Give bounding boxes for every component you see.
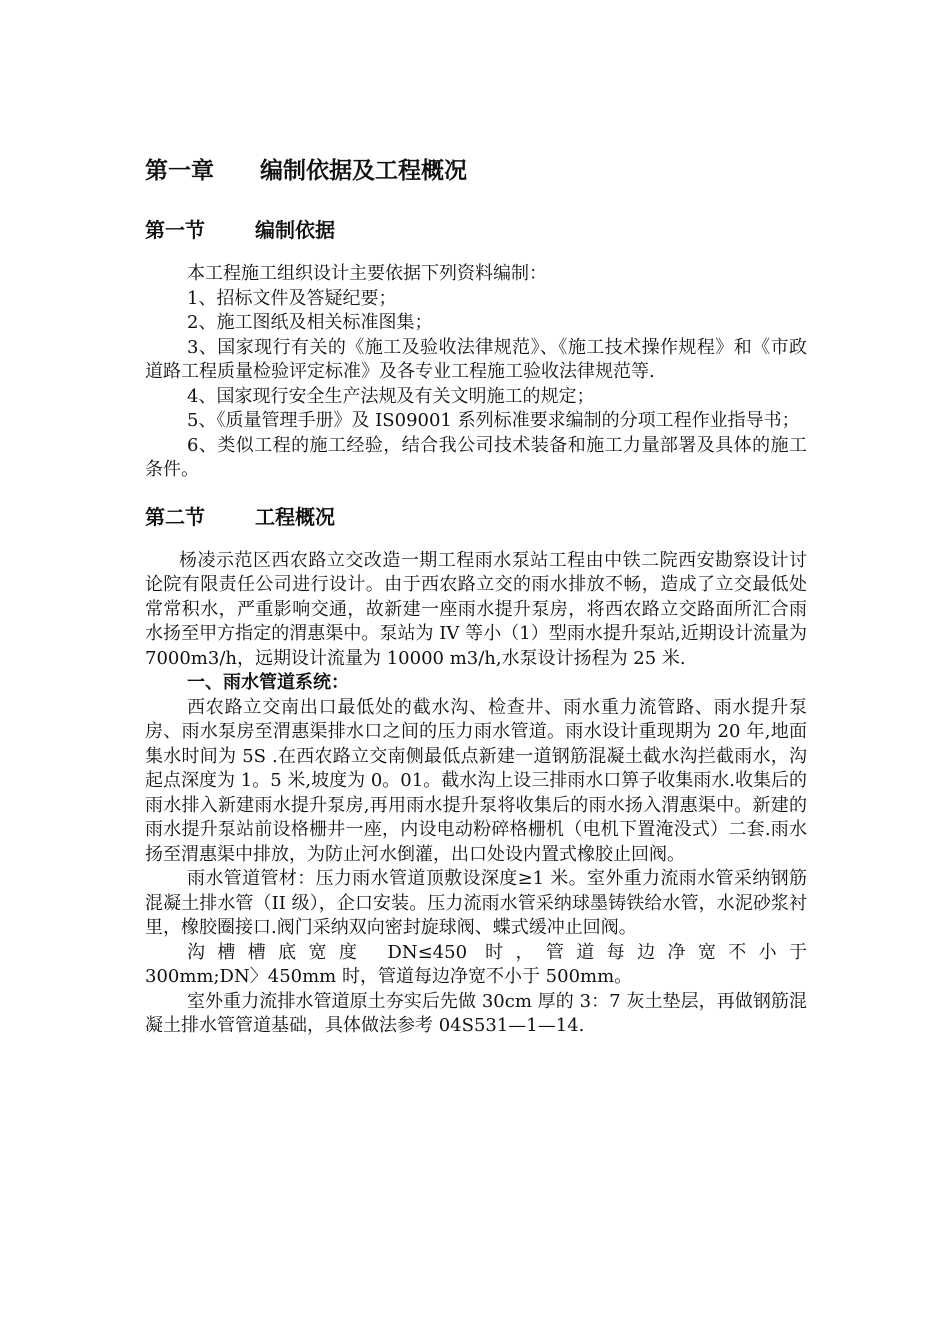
section-1-body	[145, 262, 807, 483]
subheading-drainage-system: 一、雨水管道系统：	[187, 672, 349, 693]
section-2-body	[145, 549, 807, 1039]
foundation-paragraph: 室外重力流排水管道原土夯实后先做 30cm 厚的 3：7 灰土垫层，再做钢筋混凝土排水管管道基础，具体做法参考 04S531—1—14.	[145, 990, 807, 1036]
basis-item: 5、《质量管理手册》及 IS09001 系列标准要求编制的分项工程作业指导书；	[187, 410, 800, 431]
overview-paragraph: 杨凌示范区西农路立交改造一期工程雨水泵站工程由中铁二院西安勘察设计讨论院有限责任公司进行设计。由于西农路立交的雨水排放不畅，造成了立交最低处常常积水，严重影响交通，故新建一座雨水提升泵房，将西农路立交路面所汇合雨水扬至甲方指定的渭惠渠中。泵站为 IV 等小（1）型雨水提升泵站,近期设计流量为 7000m3/h，远期设计流量为 10000 m3/h,水泵设计扬程为 25 米.	[145, 549, 807, 669]
trench-width-line-1: 沟槽槽底宽度 DN≤450 时，管道每边净宽不小于	[187, 941, 807, 963]
chapter-number: 第一章	[145, 157, 214, 184]
drainage-paragraph: 西农路立交南出口最低处的截水沟、检查井、雨水重力流管路、雨水提升泵房、雨水泵房至渭惠渠排水口之间的压力雨水管道。雨水设计重现期为 20 年,地面集水时间为 5S .在西农路立交南侧最低点新建一道钢筋混凝土截水沟拦截雨水，沟起点深度为 1。5 米,坡度为 0。01。截水沟上设三排雨水口箅子收集雨水.收集后的雨水排入新建雨水提升泵房,再用雨水提升泵将收集后的雨水扬入渭惠渠中。新建的雨水提升泵站前设格栅井一座，内设电动粉碎格栅机（电机下置淹没式）二套.雨水扬至渭惠渠中排放，为防止河水倒灌，出口处设内置式橡胶止回阀。	[145, 696, 807, 865]
basis-intro: 本工程施工组织设计主要依据下列资料编制：	[187, 263, 547, 284]
section-title: 编制依据	[255, 218, 335, 242]
section-heading-1	[145, 210, 807, 250]
basis-item: 4、国家现行安全生产法规及有关文明施工的规定；	[187, 385, 595, 407]
chapter-title: 编制依据及工程概况	[260, 157, 467, 184]
chapter-heading	[145, 150, 807, 192]
trench-width-line-2: 300mm;DN〉450mm 时，管道每边净宽不小于 500mm。	[145, 966, 633, 987]
basis-item: 3、国家现行有关的《施工及验收法律规范》、《施工技术操作规程》和《市政道路工程质量检验评定标准》及各专业工程施工验收法律规范等.	[145, 336, 807, 382]
section-number: 第一节	[145, 218, 205, 242]
section-title: 工程概况	[255, 504, 335, 529]
section-number: 第二节	[145, 504, 205, 529]
pipe-material-paragraph: 雨水管道管材：压力雨水管道顶敷设深度≥1 米。室外重力流雨水管采纳钢筋混凝土排水管（II 级），企口安装。压力流雨水管采纳球墨铸铁给水管，水泥砂浆衬里，橡胶圈接口.阀门采纳双向密封旋球阀、蝶式缓冲止回阀。	[145, 868, 807, 938]
basis-item: 2、施工图纸及相关标准图集；	[187, 312, 433, 333]
basis-item: 1、招标文件及答疑纪要；	[187, 287, 397, 309]
document-body	[145, 150, 807, 1039]
section-heading-2	[145, 497, 807, 537]
basis-item: 6、类似工程的施工经验，结合我公司技术装备和施工力量部署及具体的施工条件。	[145, 434, 807, 480]
